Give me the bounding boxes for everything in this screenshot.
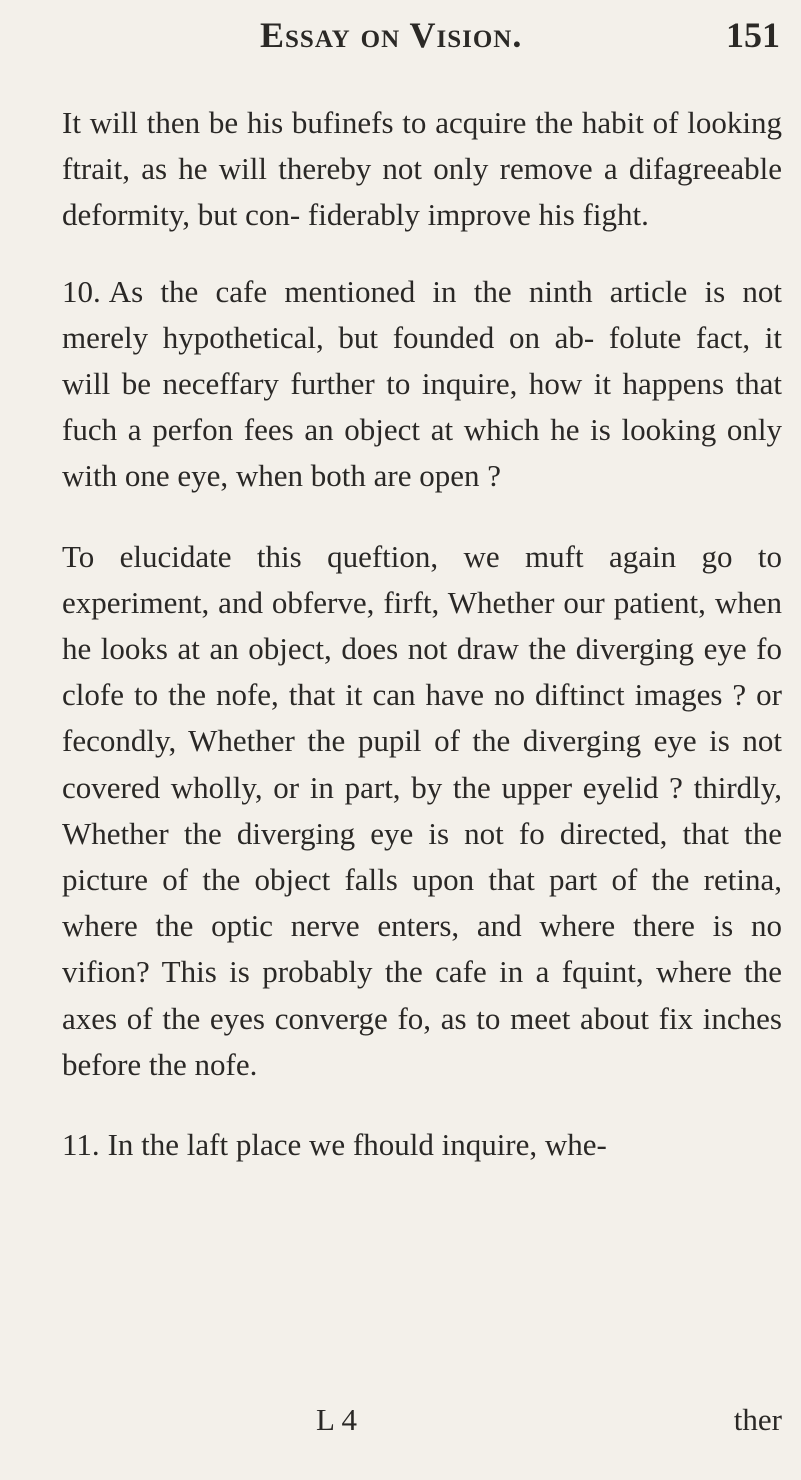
page-header: [260, 14, 780, 64]
running-head: Essay on Vision.: [260, 15, 523, 55]
page-number: 151: [726, 15, 780, 55]
page-body: [62, 100, 782, 1168]
paragraph-number: 11.: [62, 1127, 100, 1163]
paragraph-text: In the laft place we fhould inquire, whe-: [107, 1127, 607, 1163]
paragraph: [62, 100, 782, 239]
catchword: ther: [733, 1402, 782, 1437]
paragraph-10: [62, 269, 782, 500]
page-footer: [62, 1402, 782, 1452]
paragraph-11: [62, 1122, 782, 1168]
signature-mark: L 4: [316, 1402, 358, 1437]
paragraph-text: To elucidate this queftion, we muft again go to experiment, and obferve, firft, Whether our patient, when he looks at an object, does not draw the diverging eye fo clofe to the nofe, that it can have no diftinct images ? or fecondly, Whether the pupil of the diverging eye is not covered wholly, or in part, by the upper eyelid ? thirdly, Whether the diverging eye is not fo directed, that the picture of the object falls upon that part of the retina, where the optic nerve enters, and where there is no vifion? This is probably the cafe in a fquint, where the axes of the eyes converge fo, as to meet about fix inches before the nofe.: [62, 538, 782, 1082]
paragraph-number: 10.: [62, 273, 101, 309]
paragraph: [62, 534, 782, 1088]
paragraph-text: As the cafe mentioned in the ninth article is not merely hypothetical, but founded on ab- folute fact, it will be neceffary further to inquire, how it happens that fuch a perfon fees an object at which he is looking only with one eye, when both are open ?: [62, 273, 782, 494]
paragraph-text: It will then be his bufinefs to acquire the habit of looking ftrait, as he will thereby not only remove a difagreeable deformity, but con- fiderably improve his fight.: [62, 105, 782, 233]
